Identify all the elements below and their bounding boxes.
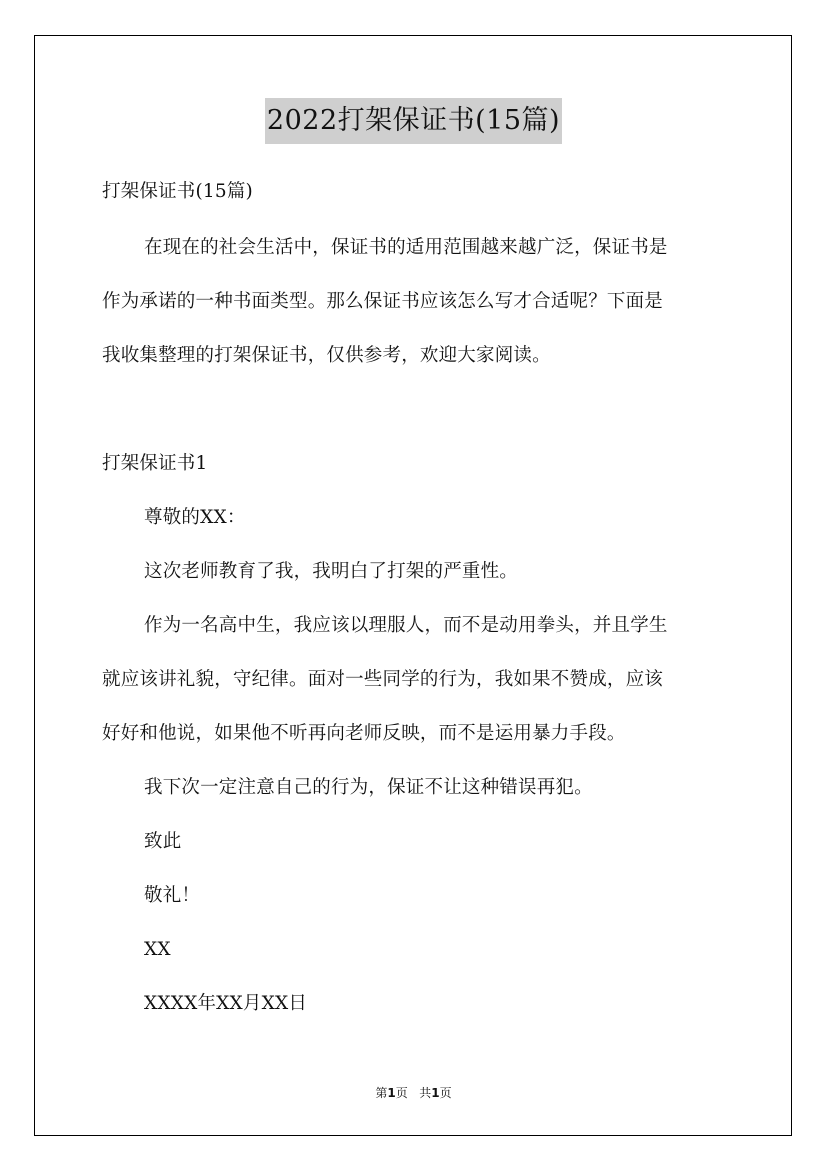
closing-line-2: 敬礼！ [144,885,201,906]
body-line-4: 好好和他说，如果他不听再向老师反映，而不是运用暴力手段。 [102,723,626,744]
intro-line-2: 作为承诺的一种书面类型。那么保证书应该怎么写才合适呢？下面是 [102,291,664,312]
section-title: 打架保证书1 [102,453,208,474]
footer-page-suffix: 页 [395,1086,408,1100]
footer-page-prefix: 第 [375,1086,388,1100]
footer-page-number: 1 [387,1086,396,1100]
body-line-1: 这次老师教育了我，我明白了打架的严重性。 [144,561,519,582]
body-line-5: 我下次一定注意自己的行为，保证不让这种错误再犯。 [144,777,593,798]
footer-total-prefix: 共 [419,1086,432,1100]
page-footer [0,1084,827,1102]
closing-line-1: 致此 [144,831,182,852]
body-line-3: 就应该讲礼貌，守纪律。面对一些同学的行为，我如果不赞成，应该 [102,669,664,690]
intro-line-3: 我收集整理的打架保证书，仅供参考，欢迎大家阅读。 [102,345,551,366]
body-line-2: 作为一名高中生，我应该以理服人，而不是动用拳头，并且学生 [144,615,668,636]
salutation: 尊敬的XX： [144,507,246,528]
date-line: XXXX年XX月XX日 [144,993,308,1014]
document-subtitle: 打架保证书(15篇) [102,181,253,202]
footer-total-suffix: 页 [439,1086,452,1100]
title-container [0,98,827,144]
signature: XX [144,939,171,960]
intro-line-1: 在现在的社会生活中，保证书的适用范围越来越广泛，保证书是 [144,237,668,258]
document-title: 2022打架保证书(15篇) [265,98,562,144]
footer-total-pages: 1 [431,1086,440,1100]
